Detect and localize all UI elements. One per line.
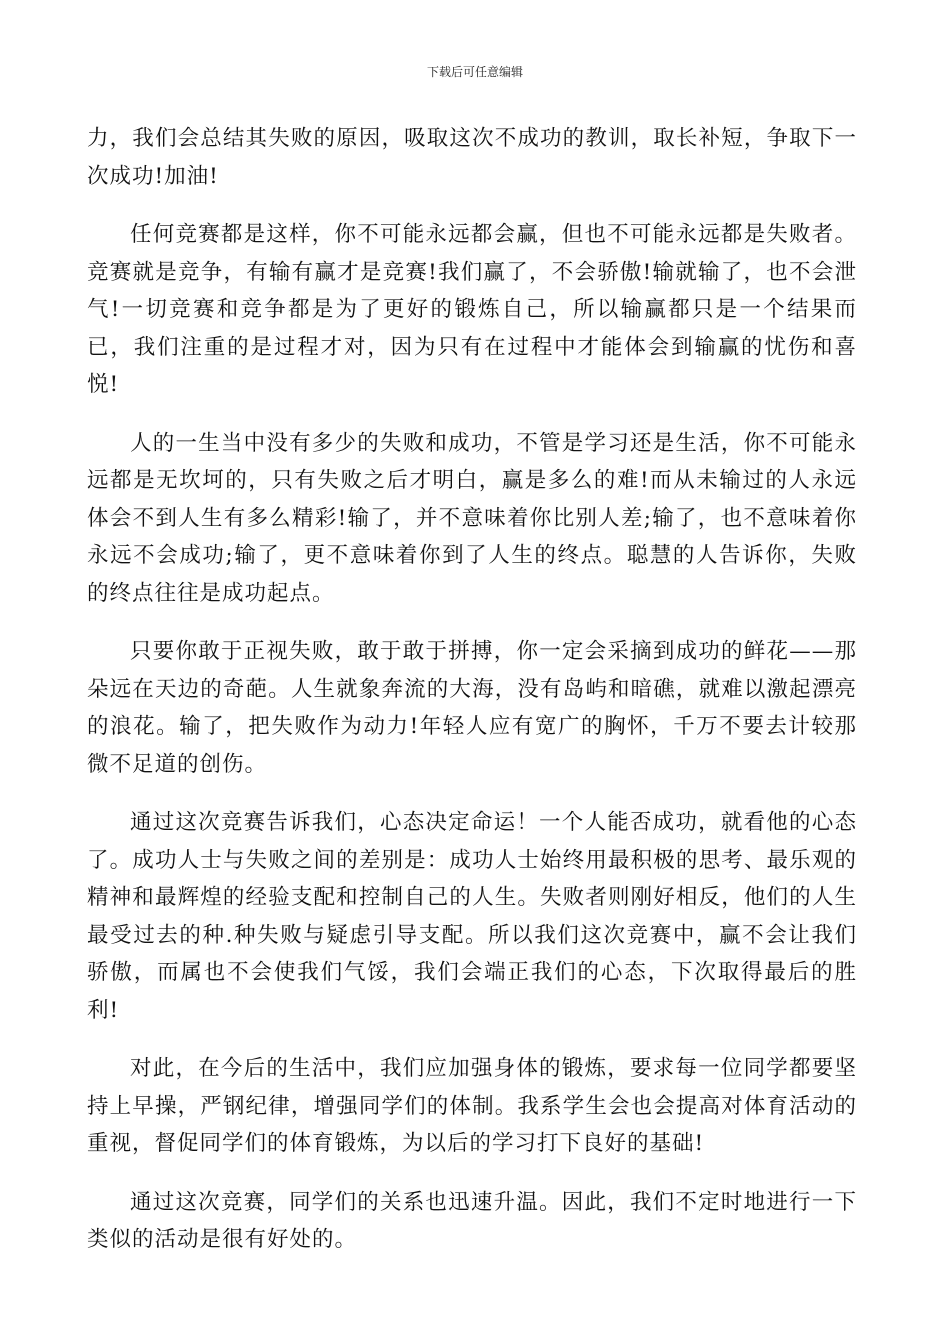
paragraph-courage: 只要你敢于正视失败，敢于敢于拼搏，你一定会采摘到成功的鲜花——那朵远在天边的奇葩。人生就象奔流的大海，没有岛屿和暗礁，就难以激起漂亮的浪花。输了，把失败作为动力!年轻人应有宽广的胸怀，千万不要去计较那微不足道的创伤。 [87, 639, 857, 777]
document-body [87, 120, 857, 1280]
page-header-note: 下载后可任意编辑 [426, 65, 523, 79]
paragraph-mindset: 通过这次竞赛告诉我们，心态决定命运！一个人能否成功，就看他的心态了。成功人士与失败之间的差别是：成功人士始终用最积极的思考、最乐观的精神和最辉煌的经验支配和控制自己的人生。失败者则刚好相反，他们的人生最受过去的种.种失败与疑虑引导支配。所以我们这次竞赛中，赢不会让我们骄傲，而属也不会使我们气馁，我们会端正我们的心态，下次取得最后的胜利! [87, 810, 857, 1023]
paragraph-exercise: 对此，在今后的生活中，我们应加强身体的锻炼，要求每一位同学都要坚持上早操，严钢纪律，增强同学们的体制。我系学生会也会提高对体育活动的重视，督促同学们的体育锻炼，为以后的学习打下良好的基础! [87, 1056, 857, 1156]
paragraph-competition: 任何竞赛都是这样，你不可能永远都会赢，但也不可能永远都是失败者。竞赛就是竞争，有输有赢才是竞赛!我们赢了，不会骄傲!输就输了，也不会泄气!一切竞赛和竞争都是为了更好的锻炼自己，所以输赢都只是一个结果而已，我们注重的是过程才对，因为只有在过程中才能体会到输赢的忧伤和喜悦! [87, 222, 857, 397]
paragraph-life: 人的一生当中没有多少的失败和成功，不管是学习还是生活，你不可能永远都是无坎坷的，只有失败之后才明白，赢是多么的难!而从未输过的人永远体会不到人生有多么精彩!输了，并不意味着你比别人差;输了，也不意味着你永远不会成功;输了，更不意味着你到了人生的终点。聪慧的人告诉你，失败的终点往往是成功起点。 [87, 430, 857, 606]
paragraph-continuation: 力，我们会总结其失败的原因，吸取这次不成功的教训，取长补短，争取下一次成功!加油! [87, 126, 857, 189]
paragraph-relationships: 通过这次竞赛，同学们的关系也迅速升温。因此，我们不定时地进行一下类似的活动是很有好处的。 [87, 1189, 857, 1252]
